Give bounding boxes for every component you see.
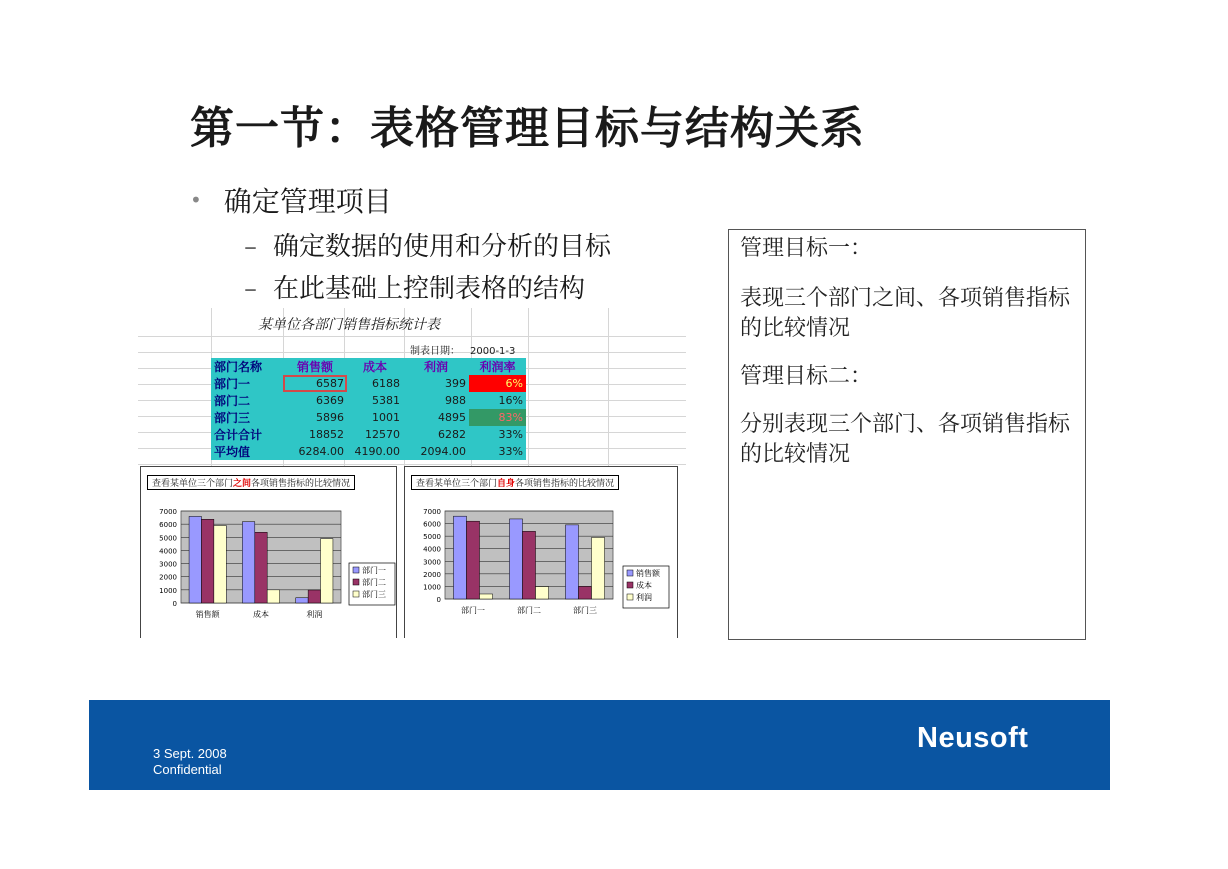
bullet-text: 确定管理项目 [223,185,392,218]
bullet-dot-icon: • [190,188,202,212]
sales-table [211,358,526,460]
chart-title: 查看某单位三个部门自身各项销售指标的比较情况 [411,475,619,490]
table-cell[interactable]: 6282 [438,428,466,441]
chart-within-department[interactable] [404,466,678,638]
sub-bullet-text: 确定数据的使用和分析的目标 [273,232,612,262]
table-cell[interactable]: 33% [498,445,523,458]
table-cell[interactable]: 4895 [438,411,466,424]
legend-label: 部门三 [362,590,386,599]
table-header-row [211,358,526,375]
date-label: 制表日期： [410,346,460,357]
table-cell[interactable]: 5381 [372,394,400,407]
table-cell[interactable]: 988 [445,394,466,407]
table-row [211,392,526,409]
y-tick-label: 5000 [159,534,177,543]
table-cell[interactable]: 合计合计 [214,428,263,442]
table-cell[interactable]: 83% [469,409,526,426]
table-row [211,409,526,426]
bar-2-1 [578,586,591,599]
goal1-title: 管理目标一： [740,236,873,261]
header-cell[interactable]: 销售额 [296,360,333,374]
header-cell[interactable]: 利润率 [479,360,516,374]
header-cell[interactable]: 成本 [362,360,387,374]
spreadsheet-screenshot [138,308,686,638]
sub-bullet-2 [244,268,585,305]
chart-title: 查看某单位三个部门之间各项销售指标的比较情况 [147,475,355,490]
bar-0-2 [214,526,226,603]
bar-0-0 [453,516,466,599]
table-row [211,426,526,443]
y-tick-label: 0 [436,596,441,604]
sheet-title: 某单位各部门销售指标统计表 [258,317,440,333]
x-tick-label: 成本 [253,610,269,619]
table-cell[interactable]: 6188 [372,377,400,390]
table-cell[interactable]: 6369 [316,394,344,407]
neusoft-logo: Neusoft [917,722,1029,754]
table-cell-selected[interactable]: 6587 [283,375,347,392]
y-tick-label: 3000 [159,560,177,569]
table-cell[interactable]: 6284.00 [298,445,344,458]
table-cell[interactable]: 12570 [365,428,400,441]
bar-0-1 [466,521,479,599]
y-tick-label: 6000 [159,521,177,530]
bar-2-2 [321,539,333,603]
goal2-title: 管理目标二： [740,364,873,389]
x-tick-label: 部门二 [517,606,541,615]
y-tick-label: 7000 [159,508,177,516]
date-value: 2000-1-3 [470,346,516,357]
legend-swatch [353,567,359,573]
table-cell[interactable]: 部门二 [214,394,251,408]
y-tick-label: 3000 [423,558,441,567]
bullet-item [190,180,392,220]
bar-chart-svg [141,467,396,638]
y-tick-label: 6000 [423,520,441,529]
legend-label: 利润 [636,593,652,602]
y-tick-label: 4000 [423,545,441,554]
legend-swatch [627,570,633,576]
slide-title: 第一节：表格管理目标与结构关系 [190,103,865,154]
goal2-text: 分别表现三个部门、各项销售指标的比较情况 [740,412,1071,467]
x-tick-label: 销售额 [195,610,220,619]
table-cell[interactable]: 16% [498,394,523,407]
y-tick-label: 0 [172,600,177,608]
goal1-text: 表现三个部门之间、各项销售指标的比较情况 [740,286,1071,341]
bar-1-2 [536,587,549,599]
table-row [211,443,526,460]
y-tick-label: 1000 [423,583,441,592]
sheet-date [410,342,515,357]
date-text: 3 Sept. 2008 [153,746,227,761]
table-cell[interactable]: 399 [445,377,466,390]
bar-chart-svg [405,467,677,638]
bar-2-1 [308,590,320,603]
table-cell[interactable]: 部门三 [214,411,251,425]
legend-swatch [353,579,359,585]
bar-1-0 [242,522,254,603]
bar-0-2 [480,594,493,599]
bar-1-2 [267,590,279,603]
sub-bullet-text: 在此基础上控制表格的结构 [273,274,586,304]
x-tick-label: 利润 [306,610,323,619]
legend-label: 部门二 [362,578,386,587]
legend-label: 销售额 [636,569,660,578]
bar-1-0 [509,519,522,599]
bar-1-1 [522,531,535,599]
sub-bullet-1 [244,226,611,263]
table-cell[interactable]: 4190.00 [354,445,400,458]
confidential-text: Confidential [153,762,222,777]
bar-2-0 [296,598,308,603]
x-tick-label: 部门一 [461,606,485,615]
header-cell[interactable]: 利润 [423,360,448,374]
table-row [211,375,526,392]
table-cell[interactable]: 33% [498,428,523,441]
legend-swatch [627,582,633,588]
table-cell[interactable]: 18852 [309,428,344,441]
footer-bar [89,700,1110,790]
table-cell[interactable]: 2094.00 [420,445,466,458]
table-cell[interactable]: 6% [469,375,526,392]
y-tick-label: 5000 [423,533,441,542]
x-tick-label: 部门三 [573,606,597,615]
legend-swatch [627,594,633,600]
chart-between-departments[interactable] [140,466,397,638]
y-tick-label: 2000 [423,570,441,579]
y-tick-label: 1000 [159,586,177,595]
dash-icon: – [244,274,257,304]
bar-0-0 [189,516,201,603]
bar-2-0 [565,525,578,599]
table-cell[interactable]: 平均值 [214,445,251,459]
header-cell[interactable]: 部门名称 [214,360,263,374]
bar-0-1 [201,519,213,603]
management-goals-box [728,229,1086,640]
y-tick-label: 2000 [159,573,177,582]
table-cell[interactable]: 1001 [372,411,400,424]
y-tick-label: 7000 [423,508,441,516]
dash-icon: – [244,232,257,262]
legend-label: 部门一 [362,566,386,575]
legend-swatch [353,591,359,597]
bar-1-1 [255,532,267,603]
table-cell[interactable]: 部门一 [214,377,251,391]
bar-2-2 [592,537,605,599]
footer-date [153,746,227,778]
table-cell[interactable]: 5896 [316,411,344,424]
y-tick-label: 4000 [159,547,177,556]
legend-label: 成本 [636,581,652,590]
